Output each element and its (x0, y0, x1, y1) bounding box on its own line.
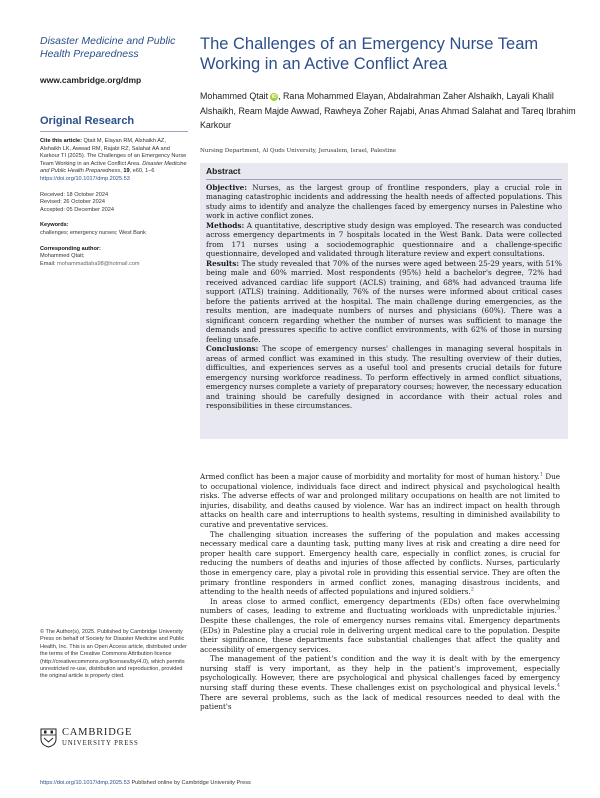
dates (40, 192, 188, 215)
logo-line2: UNIVERSITY PRESS (62, 740, 139, 747)
abstract-heading: Abstract (206, 166, 241, 176)
cite-doi[interactable]: https://doi.org/10.1017/dmp.2025.53 (40, 175, 130, 182)
reference-4[interactable]: 4 (556, 682, 560, 689)
license-text: © The Author(s), 2025. Published by Cambridge University Press on behalf of Society for Disaster Medicine and Public Health, Inc. This is an Open Access article, distributed under the terms of the Creative Commons Attribution licence (http://creativecommons.org/licenses/by/4.0), which permits unrestricted re-use, distribution and reproduction, provided the original article is properly cited. (40, 629, 187, 680)
journal-url[interactable]: www.cambridge.org/dmp (40, 75, 142, 85)
abstract-methods: Methods: A quantitative, descriptive study design was employed. The research was conducted across emergency departments in 7 hospitals located in the West Bank. Data were collected from 171 nurses using a sociodemographic questionnaire and a challenge-specific questionnaire, developed and validated through literature review and expert consultations. (206, 220, 562, 258)
body-paragraph-4: The management of the patient's condition and the way it is dealt with by the emergency nursing staff is very important, as they help in the patient's improvement, especially psychologically. However, there are psychological and physical challenges faced by emergency nursing staff during these events. These challenges exist on psychological and physical levels.$^4$ There are several problems, such as the lack of medical resources needed to deal with the patient's (200, 654, 560, 712)
reference-3[interactable]: 3 (556, 605, 560, 612)
reference-1[interactable]: 1 (539, 471, 543, 478)
date-accepted: Accepted: 05 December 2024 (40, 206, 115, 213)
body-paragraph-2: The challenging situation increases the suffering of the population and makes accessing necessary medical care a daunting task, putting many lives at risk and creating a dire need for proper health care support. Emergency health care, especially in conflict zones, is crucial for reducing the numbers of deaths and injuries of those affected by conflicts. Nurses, particularly those in emergency care, play a pivotal role in providing this essential service. They are often the primary frontline responders in armed conflict zones, managing disastrous incidents, and attending to the health needs of affected populations and injured soldiers.$^2$ (200, 529, 560, 597)
cite-journal: Disaster Medicine and Public Health Preparedness (40, 160, 187, 175)
date-received: Received: 18 October 2024 (40, 191, 109, 198)
sidebar (40, 35, 188, 268)
cite-label: Cite this article: (40, 138, 82, 144)
page-footer (40, 780, 251, 786)
first-author: Mohammed Qtait (200, 91, 269, 101)
keywords-text: challenges; emergency nurses; West Bank (40, 229, 146, 236)
article-type: Original Research (40, 115, 135, 127)
footer-text: Published online by Cambridge University Press (129, 780, 251, 786)
footer-doi[interactable]: https://doi.org/10.1017/dmp.2025.53 (40, 780, 130, 786)
publisher-logo (40, 727, 139, 749)
citation: Cite this article: Qtait M, Elayan RM, Alshaikh AZ, Alshaikh LK, Awwad RM, Rajabi RZ, Salahat AA and Karkour TI (2025). The Challenges of an Emergency Nurse Team Working in an Active Conflict Area. Disaster Medicine and Public Health Preparedness, 19, e60, 1–6 https://doi.org/10.1017/dmp.2025.53 (40, 138, 187, 182)
abstract-conclusions: Conclusions: The scope of emergency nurses' challenges in managing several hospitals in areas of armed conflict was examined in this study. The resulting overview of their duties, difficulties, and experiences serves as a useful tool and presents crucial details for future emergency nursing workforce readiness. To perform effectively in armed conflict situations, emergency nurses complete a variety of preparatory courses; however, the necessary education and training should be carefully designed in accordance with their actual roles and responsibilities in these circumstances. (206, 344, 562, 410)
corresponding-label: Corresponding author: (40, 245, 101, 252)
cite-volume: 19 (123, 168, 130, 175)
logo-line1: CAMBRIDGE (62, 727, 133, 738)
sidebar-divider (40, 131, 188, 132)
keywords-label: Keywords: (40, 222, 69, 229)
reference-2[interactable]: 2 (470, 586, 474, 593)
journal-name: Disaster Medicine and Public Health Preparedness (40, 35, 176, 60)
cite-pages: , e60, 1–6 (129, 168, 155, 175)
abstract-objective: Objective: Nurses, as the largest group of frontline responders, play a crucial role in managing catastrophic incidents and addressing the health needs of affected populations. This study aims to identify and analyze the challenges faced by emergency nurses in Palestine who work in active conflict zones. (206, 182, 562, 220)
author-list (200, 89, 580, 133)
email-label: Email: (40, 260, 56, 267)
orcid-icon[interactable]: iD (271, 94, 277, 100)
keywords (40, 222, 188, 237)
abstract-box (200, 163, 568, 439)
abstract-divider (206, 179, 562, 180)
article-title: The Challenges of an Emergency Nurse Team Working in an Active Conflict Area (200, 35, 539, 73)
date-revised: Revised: 26 October 2024 (40, 199, 105, 206)
article-body (200, 472, 560, 712)
body-paragraph-3: In areas close to armed conflict, emergency departments (EDs) often face overwhelming numbers of cases, leading to extreme and fluctuating workloads with unpredictable injuries.$^3$ Despite these challenges, the role of emergency nurses remains vital. Emergency departments (EDs) in Palestine play a crucial role in delivering urgent medical care to the population. Despite their significance, these departments face substantial challenges that affect the quality and accessibility of emergency services. (200, 596, 560, 654)
email-link[interactable]: mohammadtaha98@hotmail.com (57, 260, 140, 267)
body-paragraph-1: Armed conflict has been a major cause of morbidity and mortality for most of human history.$^1$ Due to occupational violence, individuals face direct and indirect physical and psychological health risks. The adverse effects of war and prolonged military occupations on health are not limited to injuries, disability, and deaths caused by violence. War has an indirect impact on health through attacks on health care and interruptions to health systems, resulting in diminished availability to curative and preventative services. (200, 471, 560, 529)
other-authors: , Rana Mohammed Elayan, Abdalrahman Zaher Alshaikh, Layali Khalil Alshaikh, Ream Majde Awwad, Rawheya Zoher Rajabi, Anas Ahmad Salahat and Tareq Ibrahim Karkour (200, 91, 576, 131)
cambridge-shield-icon (40, 728, 57, 748)
corresponding-name: Mohammed Qtait; (40, 253, 85, 260)
abstract-results: Results: The study revealed that 70% of the nurses were aged between 25-29 years, with 51% being male and 60% married. Most respondents (95%) held a bachelor's degree, 72% had received advanced cardiac life support (ACLS) training, and 68% had advanced trauma life support (ATLS) training. Additionally, 76% of the nurses were informed about critical cases before the patients arrived at the hospital. The main challenge during emergencies, as the results mention, are inadequate numbers of nurses and physicians (60%). There was a significant concern regarding whether the number of nurses was sufficient to manage the demands and pressures specific to active conflict environments, with 62% of those in nursing feeling unsafe. (206, 258, 562, 344)
cite-text: Qtait M, Elayan RM, Alshaikh AZ, Alshaikh LK, Awwad RM, Rajabi RZ, Salahat AA and Karkour TI (2025). The Challenges of an Emergency Nurse Team Working in an Active Conflict Area. (40, 138, 187, 167)
corresponding-author (40, 246, 188, 269)
affiliation: Nursing Department, Al Quds University, Jerusalem, Israel, Palestine (200, 148, 397, 154)
